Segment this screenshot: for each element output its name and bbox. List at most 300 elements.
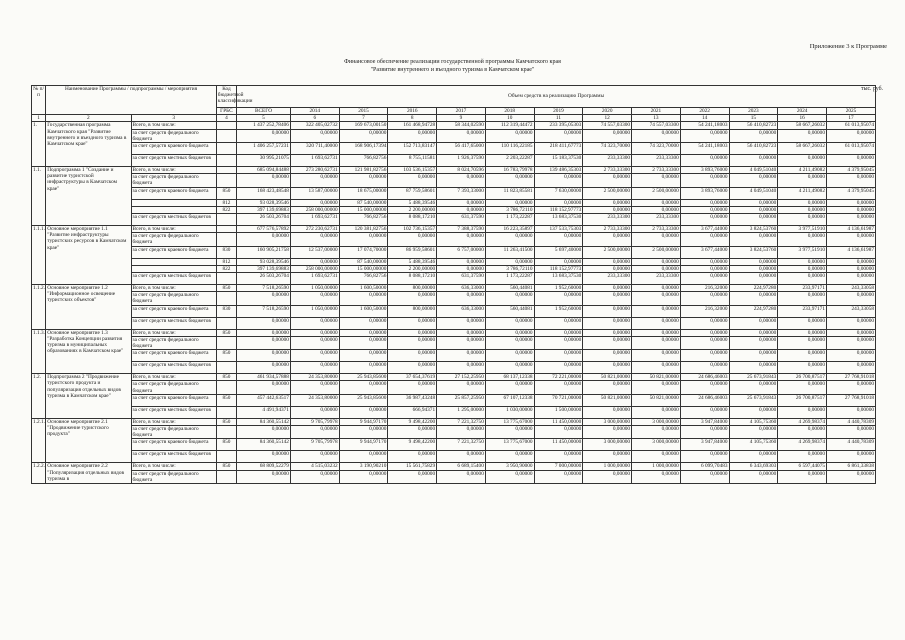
amount-cell: 0,00000: [534, 336, 583, 349]
amount-cell: 0,00000: [583, 206, 632, 213]
column-index: 13: [632, 115, 681, 122]
header-year: 2024: [778, 108, 827, 115]
amount-cell: 1 406 257,57231: [237, 143, 291, 155]
header-number: № п/п: [32, 86, 46, 115]
amount-cell: 24 353,80000: [290, 394, 339, 406]
column-index: 3: [131, 115, 216, 122]
amount-cell: 0,00000: [826, 174, 875, 187]
amount-cell: 11 263,41500: [485, 246, 534, 258]
funding-source: за счет средств федерального бюджета: [131, 426, 216, 439]
amount-cell: 0,00000: [680, 292, 729, 305]
amount-cell: 6 757,00000: [437, 246, 486, 258]
amount-cell: 84 360,55142: [237, 439, 291, 451]
amount-cell: 0,00000: [632, 292, 681, 305]
amount-cell: 12 537,00000: [290, 246, 339, 258]
table-row: [32, 381, 876, 394]
table-row: [32, 155, 876, 167]
amount-cell: 1 050,00000: [290, 305, 339, 317]
amount-cell: 4 379,95045: [826, 187, 875, 199]
grbs-code: [216, 381, 236, 394]
table-row: [32, 374, 876, 381]
amount-cell: 0,00000: [339, 292, 388, 305]
amount-cell: 27 152,25950: [437, 374, 486, 381]
amount-cell: 2 200,00000: [388, 206, 437, 213]
amount-cell: 15 561,75829: [388, 463, 437, 470]
funding-source: [131, 199, 216, 206]
amount-cell: 685 094,84488: [237, 167, 291, 174]
amount-cell: 0,00000: [680, 336, 729, 349]
amount-cell: 0,00000: [388, 381, 437, 394]
amount-cell: 137 533,75303: [534, 226, 583, 233]
row-number: 1.2.: [32, 374, 46, 419]
amount-cell: 24 686,46003: [680, 374, 729, 381]
amount-cell: 87 540,00000: [339, 199, 388, 206]
amount-cell: 0,00000: [729, 350, 778, 362]
amount-cell: 58 667,26032: [778, 143, 827, 155]
amount-cell: 3 677,44000: [680, 246, 729, 258]
funding-source: Всего, в том числе:: [131, 285, 216, 292]
amount-cell: 2 733,33300: [632, 226, 681, 233]
amount-cell: 0,00000: [826, 381, 875, 394]
grbs-code: 812: [216, 199, 236, 206]
amount-cell: 0,00000: [826, 426, 875, 439]
funding-source: за счет средств федерального бюджета: [131, 470, 216, 483]
table-row: [32, 187, 876, 199]
amount-cell: 0,00000: [290, 233, 339, 246]
amount-cell: 0,00000: [778, 265, 827, 272]
amount-cell: 0,00000: [778, 426, 827, 439]
amount-cell: 3 947,84000: [680, 439, 729, 451]
amount-cell: 0,00000: [778, 451, 827, 463]
amount-cell: 224,97280: [729, 285, 778, 292]
amount-cell: 457 442,63517: [237, 394, 291, 406]
amount-cell: 0,00000: [680, 233, 729, 246]
amount-cell: 0,00000: [632, 265, 681, 272]
funding-source: за счет средств местных бюджетов: [131, 214, 216, 226]
amount-cell: 2 500,00000: [583, 187, 632, 199]
amount-cell: 0,00000: [534, 470, 583, 483]
amount-cell: 3 824,53760: [729, 246, 778, 258]
amount-cell: 0,00000: [826, 258, 875, 265]
amount-cell: 50 821,00000: [583, 394, 632, 406]
amount-cell: 0,00000: [826, 406, 875, 418]
amount-cell: 4 515,03232: [290, 463, 339, 470]
amount-cell: 0,00000: [632, 174, 681, 187]
amount-cell: 0,00000: [485, 233, 534, 246]
amount-cell: 2 500,00000: [632, 246, 681, 258]
column-index: 2: [46, 115, 131, 122]
amount-cell: 0,00000: [680, 273, 729, 285]
amount-cell: 0,00000: [290, 470, 339, 483]
amount-cell: 9 705,79978: [290, 439, 339, 451]
amount-cell: 233,33300: [632, 155, 681, 167]
amount-cell: 3 977,51910: [778, 246, 827, 258]
amount-cell: 13 587,00000: [290, 187, 339, 199]
amount-cell: 7 388,37590: [437, 226, 486, 233]
amount-cell: 0,00000: [485, 381, 534, 394]
row-number: 1.1.2.: [32, 285, 46, 330]
amount-cell: 0,00000: [290, 336, 339, 349]
amount-cell: 233,33300: [583, 155, 632, 167]
amount-cell: 6 343,69303: [729, 463, 778, 470]
amount-cell: 161 468,94728: [388, 122, 437, 129]
amount-cell: 4 105,75360: [729, 439, 778, 451]
amount-cell: 0,00000: [632, 285, 681, 292]
amount-cell: 15 000,00000: [339, 265, 388, 272]
amount-cell: 272 230,62731: [290, 226, 339, 233]
amount-cell: 800,00000: [388, 285, 437, 292]
amount-cell: 0,00000: [534, 199, 583, 206]
grbs-code: [216, 451, 236, 463]
amount-cell: 0,00000: [680, 258, 729, 265]
amount-cell: 320 711,40000: [290, 143, 339, 155]
amount-cell: 0,00000: [290, 129, 339, 142]
amount-cell: 766,82756: [339, 155, 388, 167]
amount-cell: 93 028,39546: [237, 258, 291, 265]
column-index: 16: [778, 115, 827, 122]
amount-cell: 0,00000: [729, 362, 778, 374]
amount-cell: 0,00000: [437, 233, 486, 246]
amount-cell: 0,00000: [729, 317, 778, 329]
amount-cell: 0,00000: [826, 350, 875, 362]
amount-cell: 56 417,65000: [437, 143, 486, 155]
amount-cell: 0,00000: [437, 317, 486, 329]
amount-cell: 61 013,95074: [826, 143, 875, 155]
funding-source: Всего, в том числе:: [131, 226, 216, 233]
amount-cell: 74 323,70000: [583, 143, 632, 155]
amount-cell: 7 393,33000: [437, 187, 486, 199]
amount-cell: 233 395,05303: [534, 122, 583, 129]
amount-cell: 0,00000: [339, 329, 388, 336]
header-year: 2016: [388, 108, 437, 115]
amount-cell: 0,00000: [290, 406, 339, 418]
amount-cell: 13 775,67000: [485, 418, 534, 425]
funding-source: за счет средств местных бюджетов: [131, 406, 216, 418]
amount-cell: 0,00000: [680, 155, 729, 167]
amount-cell: 0,00000: [632, 129, 681, 142]
table-row: [32, 143, 876, 155]
amount-cell: 0,00000: [729, 206, 778, 213]
amount-cell: 4 269,98374: [778, 439, 827, 451]
amount-cell: 0,00000: [290, 199, 339, 206]
header-year: 2015: [339, 108, 388, 115]
amount-cell: 7 221,32750: [437, 439, 486, 451]
amount-cell: 4 049,51040: [729, 167, 778, 174]
amount-cell: 112 319,44472: [485, 122, 534, 129]
amount-cell: 0,00000: [729, 406, 778, 418]
amount-cell: 0,00000: [826, 292, 875, 305]
amount-cell: 58 344,02590: [437, 122, 486, 129]
amount-cell: 0,00000: [339, 406, 388, 418]
amount-cell: 7 518,26590: [237, 285, 291, 292]
amount-cell: 0,00000: [632, 258, 681, 265]
amount-cell: 4 269,98374: [778, 418, 827, 425]
amount-cell: 258 000,00000: [290, 265, 339, 272]
funding-source: [131, 265, 216, 272]
amount-cell: 0,00000: [826, 155, 875, 167]
amount-cell: 0,00000: [729, 426, 778, 439]
amount-cell: 0,00000: [290, 174, 339, 187]
amount-cell: 26 700,87517: [778, 394, 827, 406]
amount-cell: 0,00000: [437, 451, 486, 463]
amount-cell: 0,00000: [485, 258, 534, 265]
amount-cell: 50 821,00000: [632, 394, 681, 406]
table-row: [32, 285, 876, 292]
amount-cell: 30 995,21075: [237, 155, 291, 167]
amount-cell: 9 944,97170: [339, 439, 388, 451]
table-row: [32, 265, 876, 272]
amount-cell: 0,00000: [290, 451, 339, 463]
row-number: 1.1.: [32, 167, 46, 226]
amount-cell: 0,00000: [485, 350, 534, 362]
funding-source: Всего, в том числе:: [131, 374, 216, 381]
amount-cell: 233,97171: [778, 285, 827, 292]
amount-cell: 2 733,33300: [583, 226, 632, 233]
row-number: 1.2.1.: [32, 418, 46, 463]
amount-cell: 0,00000: [534, 329, 583, 336]
amount-cell: 8 088,17210: [388, 214, 437, 226]
amount-cell: 18 675,00000: [339, 187, 388, 199]
amount-cell: 1 173,22287: [485, 214, 534, 226]
amount-cell: 0,00000: [583, 265, 632, 272]
amount-cell: 26 503,26704: [237, 214, 291, 226]
amount-cell: 8 024,70596: [437, 167, 486, 174]
amount-cell: 0,00000: [485, 336, 534, 349]
amount-cell: 8 088,17210: [388, 273, 437, 285]
program-name: Основное мероприятие 2.1 "Продвижение туристского продукта": [46, 418, 131, 463]
table-row: [32, 362, 876, 374]
funding-source: за счет средств местных бюджетов: [131, 273, 216, 285]
grbs-code: [216, 167, 236, 174]
grbs-code: [216, 336, 236, 349]
amount-cell: 0,00000: [729, 214, 778, 226]
amount-cell: 3 000,00000: [583, 418, 632, 425]
amount-cell: 233,33300: [632, 214, 681, 226]
amount-cell: 0,00000: [437, 329, 486, 336]
amount-cell: 0,00000: [237, 292, 291, 305]
amount-cell: 1 030,00000: [485, 406, 534, 418]
grbs-code: [216, 214, 236, 226]
header-year: 2019: [534, 108, 583, 115]
header-year: 2020: [583, 108, 632, 115]
amount-cell: 0,00000: [437, 129, 486, 142]
amount-cell: 27 768,91018: [826, 374, 875, 381]
amount-cell: 0,00000: [632, 336, 681, 349]
table-row: [32, 394, 876, 406]
amount-cell: 0,00000: [485, 329, 534, 336]
amount-cell: 0,00000: [388, 292, 437, 305]
amount-cell: 74 557,03300: [583, 122, 632, 129]
amount-cell: 0,00000: [583, 336, 632, 349]
amount-cell: 169 673,00150: [339, 122, 388, 129]
amount-cell: 0,00000: [729, 451, 778, 463]
funding-source: за счет средств федерального бюджета: [131, 174, 216, 187]
amount-cell: 54 241,18003: [680, 143, 729, 155]
table-row: [32, 406, 876, 418]
amount-cell: 0,00000: [583, 292, 632, 305]
table-row: [32, 470, 876, 483]
amount-cell: 0,00000: [437, 350, 486, 362]
grbs-code: 830: [216, 246, 236, 258]
amount-cell: 6 861,33838: [826, 463, 875, 470]
funding-source: за счет средств краевого бюджета: [131, 143, 216, 155]
amount-cell: 0,00000: [826, 206, 875, 213]
amount-cell: 0,00000: [534, 258, 583, 265]
amount-cell: 0,00000: [290, 362, 339, 374]
amount-cell: 0,00000: [339, 362, 388, 374]
amount-cell: 160 905,21758: [237, 246, 291, 258]
amount-cell: 0,00000: [339, 129, 388, 142]
header-year: 2022: [680, 108, 729, 115]
amount-cell: 0,00000: [680, 362, 729, 374]
amount-cell: 0,00000: [778, 406, 827, 418]
appendix-label: Приложение 3 к Программе: [809, 43, 887, 50]
amount-cell: 168 906,17394: [339, 143, 388, 155]
table-row: [32, 226, 876, 233]
amount-cell: 0,00000: [729, 336, 778, 349]
amount-cell: 0,00000: [632, 317, 681, 329]
amount-cell: 0,00000: [339, 174, 388, 187]
amount-cell: 2 203,22287: [485, 155, 534, 167]
grbs-code: [216, 406, 236, 418]
amount-cell: 4 440,78309: [826, 418, 875, 425]
amount-cell: 0,00000: [339, 470, 388, 483]
amount-cell: 3 000,00000: [632, 439, 681, 451]
amount-cell: 560,44081: [485, 285, 534, 292]
table-row: [32, 426, 876, 439]
amount-cell: 0,00000: [339, 451, 388, 463]
amount-cell: 216,32000: [680, 285, 729, 292]
amount-cell: 4 440,78309: [826, 439, 875, 451]
amount-cell: 0,00000: [437, 426, 486, 439]
amount-cell: 1 952,60000: [534, 305, 583, 317]
funding-source: за счет средств краевого бюджета: [131, 246, 216, 258]
funding-source: Всего, в том числе:: [131, 167, 216, 174]
amount-cell: 1 952,60000: [534, 285, 583, 292]
amount-cell: 4 211,49082: [778, 187, 827, 199]
grbs-code: [216, 233, 236, 246]
amount-cell: 56 410,82723: [729, 122, 778, 129]
amount-cell: 25 943,85600: [339, 394, 388, 406]
amount-cell: 0,00000: [388, 317, 437, 329]
amount-cell: 0,00000: [290, 350, 339, 362]
table-row: [32, 463, 876, 470]
amount-cell: 4 049,51040: [729, 187, 778, 199]
amount-cell: 800,00000: [388, 305, 437, 317]
amount-cell: 0,00000: [729, 265, 778, 272]
amount-cell: 54 241,18003: [680, 122, 729, 129]
amount-cell: 0,00000: [680, 129, 729, 142]
amount-cell: 1 600,50000: [339, 285, 388, 292]
amount-cell: 0,00000: [632, 406, 681, 418]
amount-cell: 0,00000: [778, 381, 827, 394]
header-year: 2023: [729, 108, 778, 115]
amount-cell: 0,00000: [778, 350, 827, 362]
amount-cell: 0,00000: [826, 273, 875, 285]
amount-cell: 5 697,40000: [534, 246, 583, 258]
amount-cell: 24 686,46003: [680, 394, 729, 406]
grbs-code: [216, 155, 236, 167]
amount-cell: 233,33300: [583, 273, 632, 285]
amount-cell: 243,33058: [826, 285, 875, 292]
amount-cell: 16 783,79978: [485, 167, 534, 174]
header-year: 2021: [632, 108, 681, 115]
amount-cell: 0,00000: [583, 406, 632, 418]
amount-cell: 0,00000: [680, 350, 729, 362]
amount-cell: 2 733,33300: [632, 167, 681, 174]
column-index: 5: [237, 115, 291, 122]
amount-cell: 0,00000: [388, 336, 437, 349]
amount-cell: 0,00000: [237, 317, 291, 329]
amount-cell: 0,00000: [290, 258, 339, 265]
grbs-code: 850: [216, 463, 236, 470]
header-name: Наименование Программы / подпрограммы / мероприятия: [46, 86, 217, 115]
column-index: 9: [437, 115, 486, 122]
amount-cell: 0,00000: [290, 381, 339, 394]
amount-cell: 0,00000: [485, 362, 534, 374]
header-grbs: ГРБС: [216, 108, 236, 115]
amount-cell: 9 498,42200: [388, 418, 437, 425]
amount-cell: 0,00000: [826, 317, 875, 329]
amount-cell: 0,00000: [237, 336, 291, 349]
header-code: Код бюджетной классификации: [216, 86, 236, 108]
table-row: [32, 451, 876, 463]
amount-cell: 36 987,43248: [388, 394, 437, 406]
amount-cell: 0,00000: [437, 206, 486, 213]
amount-cell: 13 683,37530: [534, 273, 583, 285]
amount-cell: 86 959,58601: [388, 246, 437, 258]
amount-cell: 0,00000: [583, 174, 632, 187]
amount-cell: 0,00000: [632, 206, 681, 213]
header-total: ВСЕГО: [237, 108, 291, 115]
amount-cell: 0,00000: [237, 381, 291, 394]
program-name: Государственная программа Камчатского края "Развитие внутреннего и въездного туризма в Камчатском крае": [46, 122, 131, 167]
amount-cell: 1 295,00000: [437, 406, 486, 418]
amount-cell: 15 183,37530: [534, 155, 583, 167]
funding-source: за счет средств местных бюджетов: [131, 317, 216, 329]
column-index: 8: [388, 115, 437, 122]
amount-cell: 0,00000: [729, 129, 778, 142]
program-name: Основное мероприятие 1.1 "Развитие инфраструктуры туристских ресурсов в Камчатском крае": [46, 226, 131, 285]
funding-source: Всего, в том числе:: [131, 418, 216, 425]
amount-cell: 0,00000: [729, 292, 778, 305]
amount-cell: 0,00000: [485, 426, 534, 439]
amount-cell: 0,00000: [437, 362, 486, 374]
amount-cell: 0,00000: [437, 381, 486, 394]
funding-source: Всего, в том числе:: [131, 329, 216, 336]
row-number: 1.1.1.: [32, 226, 46, 285]
amount-cell: 0,00000: [237, 426, 291, 439]
grbs-code: [216, 317, 236, 329]
table-row: [32, 233, 876, 246]
amount-cell: 636,33000: [437, 305, 486, 317]
amount-cell: 0,00000: [583, 285, 632, 292]
header-year: 2017: [437, 108, 486, 115]
amount-cell: 118 152,97773: [534, 206, 583, 213]
table-row: [32, 305, 876, 317]
amount-cell: 74 557,03300: [632, 122, 681, 129]
amount-cell: 2 500,00000: [583, 246, 632, 258]
amount-cell: 0,00000: [534, 292, 583, 305]
amount-cell: 0,00000: [826, 214, 875, 226]
amount-cell: 16 223,35897: [485, 226, 534, 233]
funding-source: за счет средств федерального бюджета: [131, 233, 216, 246]
amount-cell: 0,00000: [290, 329, 339, 336]
amount-cell: 0,00000: [237, 451, 291, 463]
amount-cell: 0,00000: [778, 214, 827, 226]
amount-cell: 0,00000: [388, 362, 437, 374]
amount-cell: 70 721,00000: [534, 394, 583, 406]
